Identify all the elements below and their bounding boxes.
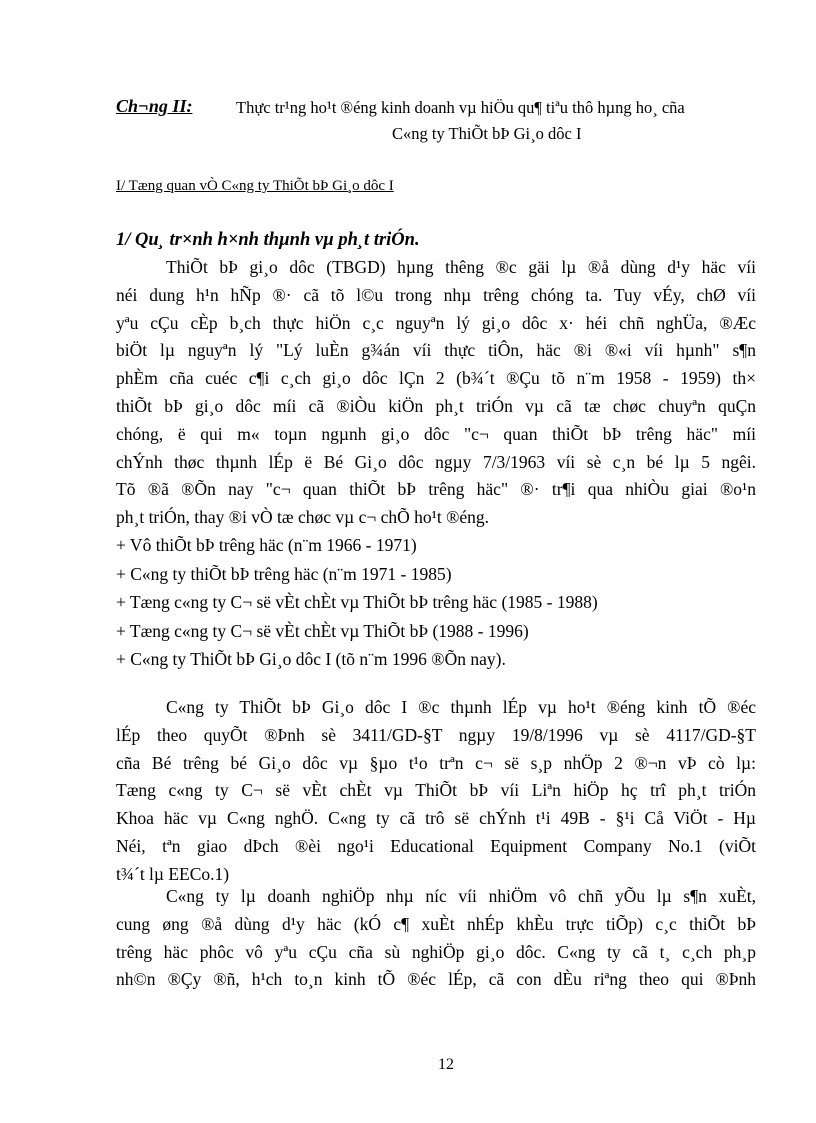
- paragraph-line: C«ng ty lµ doanh nghiÖp nhµ níc víi nhiÖm vô chñ yÕu lµ s¶n xuÈt,: [166, 886, 756, 906]
- paragraph-line: nh©n ®Çy ®ñ, h¹ch to¸n kinh tÕ ®éc lÉp, cã con dÈu riªng theo qui ®Þnh: [116, 969, 756, 990]
- paragraph-line: chóng, ë qui m« toµn ngµnh gi¸o dôc "c¬ quan thiÕt bÞ trêng häc" míi: [116, 423, 756, 444]
- history-list: [116, 531, 598, 674]
- list-item: + C«ng ty thiÕt bÞ trêng häc (n¨m 1971 - 1985): [116, 563, 452, 584]
- paragraph-line: biÖt lµ nguyªn lý "Lý luÈn g¾án víi thực tiÔn, häc ®i ®«i víi hµnh" s¶n: [116, 340, 756, 361]
- paragraph-line: t¾´t lµ EECo.1): [116, 863, 230, 884]
- paragraph-history: [116, 254, 756, 532]
- paragraph-line: ThiÕt bÞ gi¸o dôc (TBGD) hµng thêng ®c gäi lµ ®å dùng d¹y häc víi: [166, 257, 756, 277]
- chapter-label: Ch¬ng II:: [116, 96, 193, 116]
- paragraph-line: Khoa häc vµ C«ng nghÖ. C«ng ty cã trô së chÝnh t¹i 49B - §¹i Cå ViÖt - Hµ: [116, 808, 756, 829]
- paragraph-business: [116, 883, 756, 994]
- paragraph-line: Tõ ®ã ®Õn nay "c¬ quan thiÕt bÞ trêng häc" ®· tr¶i qua nhiÒu giai ®o¹n: [116, 479, 756, 500]
- subsection-heading: 1/ Qu¸ tr×nh h×nh thµnh vµ ph¸t triÓn.: [116, 230, 420, 250]
- paragraph-line: Tæng c«ng ty C¬ së vÈt chÈt vµ ThiÕt bÞ víi Liªn hiÖp hç trî ph¸t triÓn: [116, 780, 756, 801]
- paragraph-line: lÉp theo quyÕt ®Þnh sè 3411/GD-§T ngµy 19/8/1996 vµ sè 4117/GD-§T: [116, 724, 756, 745]
- paragraph-establishment: [116, 694, 756, 889]
- paragraph-line: Néi, tªn giao dÞch ®èi ngo¹i Educational Equipment Company No.1 (viÕt: [116, 835, 756, 856]
- page-number: 12: [438, 1056, 454, 1073]
- list-item: + Tæng c«ng ty C¬ së vÈt chÈt vµ ThiÕt bÞ (1988 - 1996): [116, 620, 529, 641]
- paragraph-line: cung øng ®å dùng d¹y häc (kÓ c¶ xuÈt nhÉp khÈu trực tiÕp) c¸c thiÕt bÞ: [116, 913, 756, 934]
- chapter-title-line-1: Thực tr¹ng ho¹t ®éng kinh doanh vµ hiÖu qu¶ tiªu thô hµng ho¸ cña: [236, 98, 685, 117]
- paragraph-line: cña Bé trêng bé Gi¸o dôc vµ §µo t¹o trªn c¬ së s¸p nhÖp 2 ®¬n vÞ cò lµ:: [116, 752, 756, 773]
- paragraph-line: chÝnh thøc thµnh lÉp ë Bé Gi¸o dôc ngµy 7/3/1963 víi sè c¸n bé lµ 5 ngêi.: [116, 451, 756, 472]
- paragraph-line: ph¸t triÓn, thay ®i vÒ tæ chøc vµ c¬ chÕ ho¹t ®éng.: [116, 507, 490, 528]
- paragraph-line: néi dung h¹n hÑp ®· cã tõ l©u trong nhµ trêng chóng ta. Tuy vÉy, chØ víi: [116, 284, 756, 305]
- paragraph-line: thiÕt bÞ gi¸o dôc míi cã ®iÒu kiÖn ph¸t triÓn vµ cã tæ chøc chuyªn quÇn: [116, 395, 756, 416]
- paragraph-line: phÈm cña cuéc c¶i c¸ch gi¸o dôc lÇn 2 (b¾´t ®Çu tõ n¨m 1958 - 1959) th×: [116, 368, 756, 389]
- list-item: + Tæng c«ng ty C¬ së vÈt chÈt vµ ThiÕt bÞ trêng häc (1985 - 1988): [116, 592, 598, 612]
- paragraph-line: yªu cÇu cÈp b¸ch thực hiÖn c¸c nguyªn lý gi¸o dôc x· héi chñ nghÜa, ®Æc: [116, 312, 756, 333]
- list-item: + C«ng ty ThiÕt bÞ Gi¸o dôc I (tõ n¨m 1996 ®Õn nay).: [116, 649, 506, 669]
- list-item: + Vô thiÕt bÞ trêng häc (n¨m 1966 - 1971): [116, 535, 417, 555]
- paragraph-line: C«ng ty ThiÕt bÞ Gi¸o dôc I ®c thµnh lÉp vµ ho¹t ®éng kinh tÕ ®éc: [166, 697, 756, 717]
- section-heading: I/ Tæng quan vÒ C«ng ty ThiÕt bÞ Gi¸o dôc I: [116, 178, 394, 194]
- chapter-title-line-2: C«ng ty ThiÕt bÞ Gi¸o dôc I: [392, 124, 582, 143]
- paragraph-line: trêng häc phôc vô yªu cÇu cña sù nghiÖp gi¸o dôc. C«ng ty cã t¸ c¸ch ph¸p: [116, 941, 756, 962]
